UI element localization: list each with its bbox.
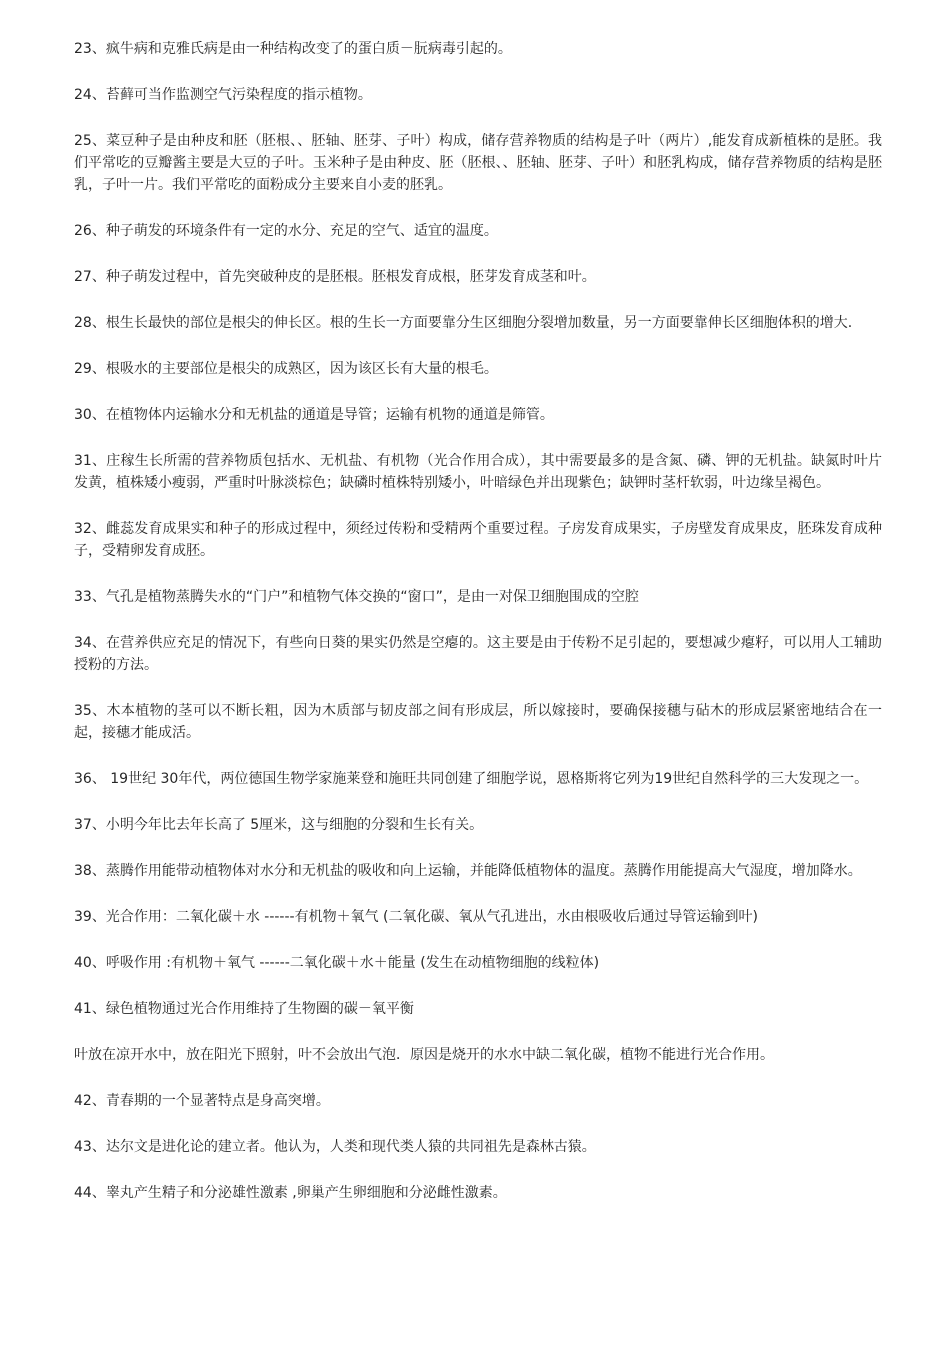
- item-42-paragraph: 42、青春期的一个显著特点是身高突增。: [74, 1093, 330, 1109]
- item-24-paragraph: 24、苔藓可当作监测空气污染程度的指示植物。: [74, 87, 372, 103]
- item-29-paragraph: 29、根吸水的主要部位是根尖的成熟区，因为该区长有大量的根毛。: [74, 361, 498, 377]
- item-26-paragraph: 26、种子萌发的环境条件有一定的水分、充足的空气、适宜的温度。: [74, 223, 498, 239]
- document-page: [74, 38, 882, 1228]
- item-38-paragraph: 38、蒸腾作用能带动植物体对水分和无机盐的吸收和向上运输，并能降低植物体的温度。蒸腾作用能提高大气湿度，增加降水。: [74, 863, 862, 879]
- item-25-paragraph: 25、菜豆种子是由种皮和胚（胚根、、胚轴、胚芽、子叶）构成，储存营养物质的结构是子叶（两片）,能发育成新植株的是胚。我们平常吃的豆瓣酱主要是大豆的子叶。玉米种子是由种皮、胚（胚根、、胚轴、胚芽、子叶）和胚乳构成，储存营养物质的结构是胚乳，子叶一片。我们平常吃的面粉成分主要来自小麦的胚乳。: [74, 133, 882, 193]
- item-28-paragraph: 28、根生长最快的部位是根尖的伸长区。根的生长一方面要靠分生区细胞分裂增加数量，另一方面要靠伸长区细胞体积的增大.: [74, 315, 853, 331]
- item-40-paragraph: 40、呼吸作用 :有机物＋氧气 ------二氧化碳＋水＋能量 (发生在动植物细胞的线粒体): [74, 955, 600, 971]
- item-34-paragraph: 34、在营养供应充足的情况下，有些向日葵的果实仍然是空瘪的。这主要是由于传粉不足引起的，要想减少瘪籽，可以用人工辅助授粉的方法。: [74, 635, 882, 673]
- item-41-note-paragraph: 叶放在凉开水中，放在阳光下照射，叶不会放出气泡．原因是烧开的水水中缺二氧化碳，植物不能进行光合作用。: [74, 1047, 774, 1063]
- item-30-paragraph: 30、在植物体内运输水分和无机盐的通道是导管；运输有机物的通道是筛管。: [74, 407, 554, 423]
- item-35-paragraph: 35、木本植物的茎可以不断长粗，因为木质部与韧皮部之间有形成层，所以嫁接时，要确保接穗与砧木的形成层紧密地结合在一起，接穗才能成活。: [74, 703, 882, 741]
- item-32-paragraph: 32、雌蕊发育成果实和种子的形成过程中，须经过传粉和受精两个重要过程。子房发育成果实，子房壁发育成果皮，胚珠发育成种子，受精卵发育成胚。: [74, 521, 882, 559]
- item-37-paragraph: 37、小明今年比去年长高了 5厘米，这与细胞的分裂和生长有关。: [74, 817, 484, 833]
- item-27-paragraph: 27、种子萌发过程中，首先突破种皮的是胚根。胚根发育成根，胚芽发育成茎和叶。: [74, 269, 596, 285]
- item-43-paragraph: 43、达尔文是进化论的建立者。他认为，人类和现代类人猿的共同祖先是森林古猿。: [74, 1139, 596, 1155]
- item-31-paragraph: 31、庄稼生长所需的营养物质包括水、无机盐、有机物（光合作用合成），其中需要最多的是含氮、磷、钾的无机盐。缺氮时叶片发黄，植株矮小瘦弱，严重时叶脉淡棕色；缺磷时植株特别矮小，叶暗绿色并出现紫色；缺钾时茎杆软弱，叶边缘呈褐色。: [74, 453, 882, 491]
- item-44-paragraph: 44、睾丸产生精子和分泌雄性激素 ,卵巢产生卵细胞和分泌雌性激素。: [74, 1185, 507, 1201]
- item-23-paragraph: 23、疯牛病和克雅氏病是由一种结构改变了的蛋白质－朊病毒引起的。: [74, 41, 512, 57]
- item-39-paragraph: 39、光合作用：二氧化碳＋水 ------有机物＋氧气 (二氧化碳、氧从气孔进出，水由根吸收后通过导管运输到叶): [74, 909, 758, 925]
- item-41-paragraph: 41、绿色植物通过光合作用维持了生物圈的碳－氧平衡: [74, 1001, 414, 1017]
- item-36-paragraph: 36、 19世纪 30年代，两位德国生物学家施莱登和施旺共同创建了细胞学说，恩格斯将它列为19世纪自然科学的三大发现之一。: [74, 771, 869, 787]
- item-33-paragraph: 33、气孔是植物蒸腾失水的“门户”和植物气体交换的“窗口”，是由一对保卫细胞围成的空腔: [74, 589, 639, 605]
